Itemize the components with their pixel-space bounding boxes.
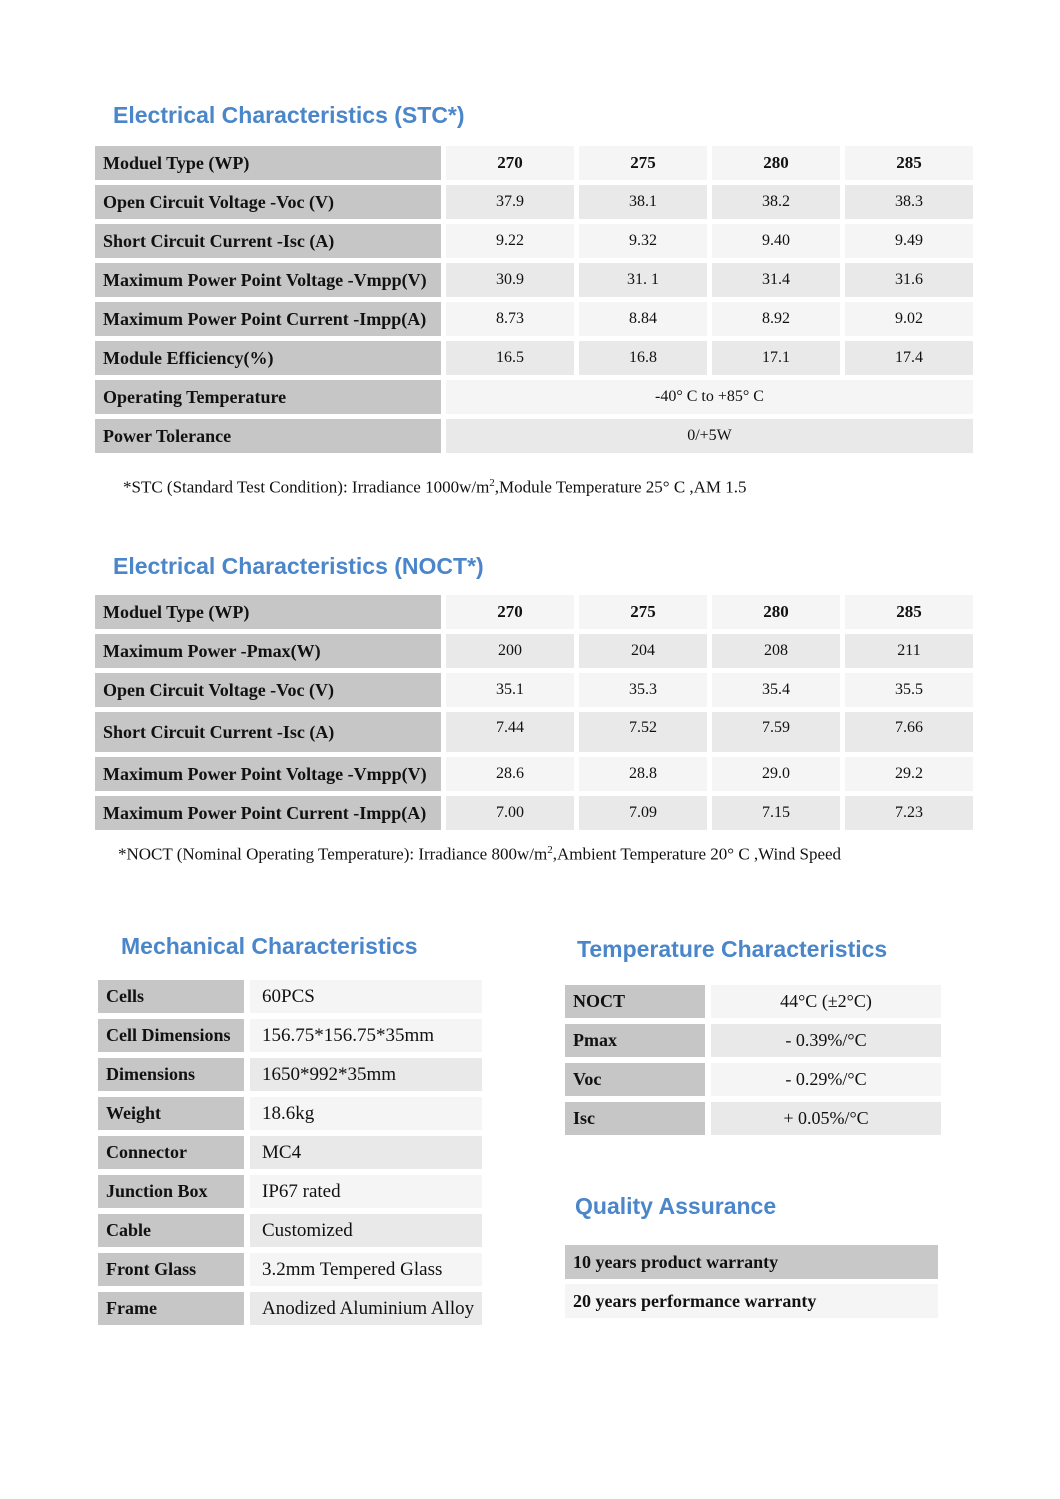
row-label: Short Circuit Current -Isc (A) <box>95 712 441 752</box>
row-label: Weight <box>98 1097 244 1130</box>
value-cell: 60PCS <box>250 980 482 1013</box>
value-cell: 8.92 <box>712 302 840 336</box>
column-header: 280 <box>712 595 840 629</box>
value-cell: 7.23 <box>845 796 973 830</box>
value-cell: 35.3 <box>579 673 707 707</box>
row-label: Open Circuit Voltage -Voc (V) <box>95 673 441 707</box>
value-cell: 9.22 <box>446 224 574 258</box>
row-label: Maximum Power -Pmax(W) <box>95 634 441 668</box>
value-cell: 35.1 <box>446 673 574 707</box>
value-cell: IP67 rated <box>250 1175 482 1208</box>
value-cell: 31.4 <box>712 263 840 297</box>
value-cell: 29.2 <box>845 757 973 791</box>
warranty-row: 20 years performance warranty <box>565 1284 938 1318</box>
value-cell: 38.1 <box>579 185 707 219</box>
value-cell: 7.09 <box>579 796 707 830</box>
value-cell: 30.9 <box>446 263 574 297</box>
temperature-table <box>565 985 941 1135</box>
stc-note-text: *STC (Standard Test Condition): Irradiance 1000w/m <box>123 477 490 497</box>
row-label: Module Efficiency(%) <box>95 341 441 375</box>
value-cell: 29.0 <box>712 757 840 791</box>
noct-note-text: ,Ambient Temperature 20° C ,Wind Speed <box>552 844 842 864</box>
quality-heading: Quality Assurance <box>575 1193 777 1219</box>
row-label: Pmax <box>565 1024 705 1057</box>
value-cell: 9.40 <box>712 224 840 258</box>
value-cell: 38.2 <box>712 185 840 219</box>
value-cell: 9.49 <box>845 224 973 258</box>
stc-note <box>123 477 747 498</box>
value-cell: 156.75*156.75*35mm <box>250 1019 482 1052</box>
row-label: Connector <box>98 1136 244 1169</box>
value-cell: Customized <box>250 1214 482 1247</box>
quality-table <box>565 1245 938 1318</box>
mechanical-heading: Mechanical Characteristics <box>121 933 418 959</box>
noct-heading: Electrical Characteristics (NOCT*) <box>113 553 484 579</box>
row-label: Junction Box <box>98 1175 244 1208</box>
column-header: 275 <box>579 595 707 629</box>
noct-note-text: *NOCT (Nominal Operating Temperature): Irradiance 800w/m <box>118 844 548 864</box>
row-label: Frame <box>98 1292 244 1325</box>
value-cell: 200 <box>446 634 574 668</box>
value-cell: 7.52 <box>579 712 707 752</box>
warranty-row: 10 years product warranty <box>565 1245 938 1279</box>
temperature-heading: Temperature Characteristics <box>577 936 888 962</box>
value-cell: 7.44 <box>446 712 574 752</box>
stc-note-sup: 2 <box>489 477 495 489</box>
value-cell: 35.4 <box>712 673 840 707</box>
value-cell: 204 <box>579 634 707 668</box>
value-cell: MC4 <box>250 1136 482 1169</box>
value-cell: 44°C (±2°C) <box>711 985 941 1018</box>
row-label: Voc <box>565 1063 705 1096</box>
row-label: Open Circuit Voltage -Voc (V) <box>95 185 441 219</box>
value-cell: Anodized Aluminium Alloy <box>250 1292 482 1325</box>
row-label: Cell Dimensions <box>98 1019 244 1052</box>
column-header: 285 <box>845 146 973 180</box>
value-cell: 211 <box>845 634 973 668</box>
row-label: Operating Temperature <box>95 380 441 414</box>
value-cell: 28.6 <box>446 757 574 791</box>
value-cell: 31.6 <box>845 263 973 297</box>
value-cell: 8.73 <box>446 302 574 336</box>
value-cell: 31. 1 <box>579 263 707 297</box>
value-cell: 38.3 <box>845 185 973 219</box>
row-label: Isc <box>565 1102 705 1135</box>
row-label: Cable <box>98 1214 244 1247</box>
row-label: Maximum Power Point Current -Impp(A) <box>95 796 441 830</box>
value-cell: 18.6kg <box>250 1097 482 1130</box>
value-cell: 17.4 <box>845 341 973 375</box>
row-label: Maximum Power Point Voltage -Vmpp(V) <box>95 757 441 791</box>
mechanical-table <box>98 980 482 1325</box>
row-label: Short Circuit Current -Isc (A) <box>95 224 441 258</box>
value-cell: 0/+5W <box>446 419 973 453</box>
row-label: Front Glass <box>98 1253 244 1286</box>
column-header: 270 <box>446 595 574 629</box>
stc-note-text: ,Module Temperature 25° C ,AM 1.5 <box>494 477 747 497</box>
value-cell: 35.5 <box>845 673 973 707</box>
noct-note-sup: 2 <box>547 844 553 856</box>
value-cell: 208 <box>712 634 840 668</box>
value-cell: + 0.05%/°C <box>711 1102 941 1135</box>
row-label: Power Tolerance <box>95 419 441 453</box>
row-label: Maximum Power Point Current -Impp(A) <box>95 302 441 336</box>
value-cell: - 0.39%/°C <box>711 1024 941 1057</box>
stc-heading: Electrical Characteristics (STC*) <box>113 102 465 128</box>
value-cell: 17.1 <box>712 341 840 375</box>
row-label: NOCT <box>565 985 705 1018</box>
value-cell: 3.2mm Tempered Glass <box>250 1253 482 1286</box>
value-cell: 16.8 <box>579 341 707 375</box>
value-cell: 28.8 <box>579 757 707 791</box>
value-cell: 9.02 <box>845 302 973 336</box>
row-label: Dimensions <box>98 1058 244 1091</box>
noct-table <box>95 595 973 830</box>
value-cell: - 0.29%/°C <box>711 1063 941 1096</box>
row-label: Moduel Type (WP) <box>95 146 441 180</box>
value-cell: 37.9 <box>446 185 574 219</box>
value-cell: 8.84 <box>579 302 707 336</box>
value-cell: 7.66 <box>845 712 973 752</box>
column-header: 280 <box>712 146 840 180</box>
value-cell: -40° C to +85° C <box>446 380 973 414</box>
row-label: Moduel Type (WP) <box>95 595 441 629</box>
column-header: 270 <box>446 146 574 180</box>
row-label: Cells <box>98 980 244 1013</box>
value-cell: 7.00 <box>446 796 574 830</box>
value-cell: 9.32 <box>579 224 707 258</box>
value-cell: 7.15 <box>712 796 840 830</box>
value-cell: 7.59 <box>712 712 840 752</box>
value-cell: 16.5 <box>446 341 574 375</box>
value-cell: 1650*992*35mm <box>250 1058 482 1091</box>
column-header: 275 <box>579 146 707 180</box>
stc-table <box>95 146 973 453</box>
row-label: Maximum Power Point Voltage -Vmpp(V) <box>95 263 441 297</box>
noct-note <box>118 844 841 865</box>
column-header: 285 <box>845 595 973 629</box>
